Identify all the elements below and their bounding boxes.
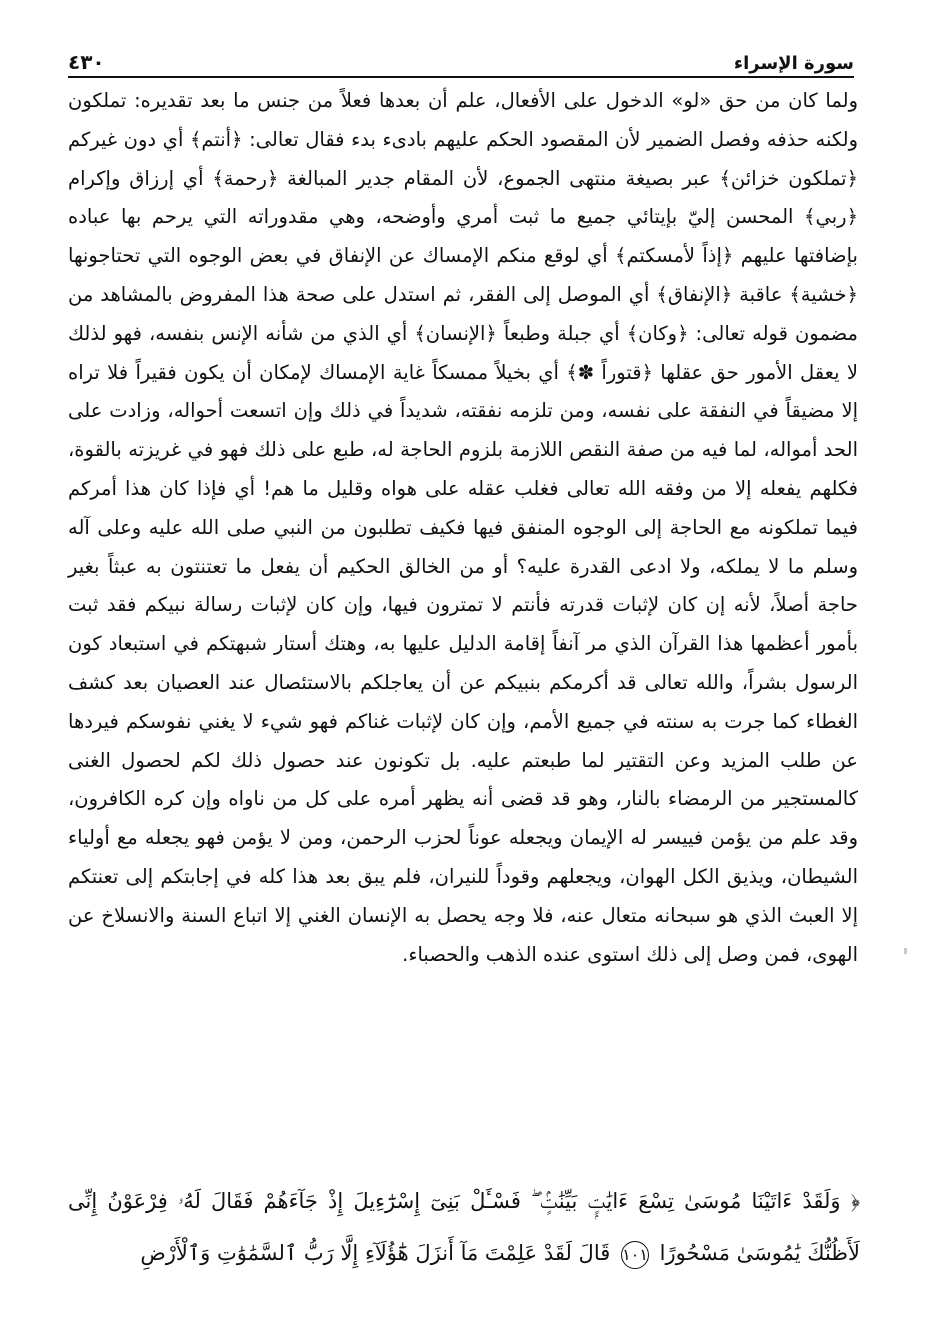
quran-verse-text-2: قَالَ لَقَدْ عَلِمْتَ مَآ أَنزَلَ هَٰٓؤُلَآءِ إِلَّا رَبُّ ٱلسَّمَٰوَٰتِ وَٱلْأَرْضِ: [140, 1241, 611, 1265]
commentary-paragraph: ولما كان من حق «لو» الدخول على الأفعال، علم أن بعدها فعلاً من جنس ما بعد تقديره: تملكون ولكنه حذفه وفصل الضمير لأن المقصود الحكم عليهم بادىء بدء فقال تعالى: ﴿أنتم﴾ أي دون غيركم ﴿تملكون خزائن﴾ عبر بصيغة منتهى الجموع، لأن المقام جدير المبالغة ﴿رحمة﴾ أي إرزاق وإكرام ﴿ربي﴾ المحسن إليّ بإيتائي جميع ما ثبت أمري وأوضحه، وهي مقدوراته التي يرحم بها عباده بإضافتها عليهم ﴿إذاً لأمسكتم﴾ أي لوقع منكم الإمساك عن الإنفاق في بعض الوجوه التي تحتاجونها ﴿خشية﴾ عاقبة ﴿الإنفاق﴾ أي الموصل إلى الفقر، ثم استدل على صحة هذا المفروض بالمشاهد من مضمون قوله تعالى: ﴿وكان﴾ أي جبلة وطبعاً ﴿الإنسان﴾ أي الذي من شأنه الإنس بنفسه، فهو لذلك لا يعقل الأمور حق عقلها ﴿قتوراً ✽﴾ أي بخيلاً ممسكاً غاية الإمساك لإمكان أن يكون فقيراً فلا تراه إلا مضيقاً في النفقة على نفسه، ومن تلزمه نفقته، شديداً في ذلك وإن اتسعت أحواله، وزادت على الحد أمواله، لما فيه من صفة النقص اللازمة بلزوم الحاجة له، طبع على ذلك فهو في غريزته بالقوة، فكلهم يفعله إلا من وفقه الله تعالى فغلب عقله على هواه وقليل ما هم! أي فإذا كان هذا أمركم فيما تملكونه مع الحاجة إلى الوجوه المنفق فيها فكيف تطلبون من النبي صلى الله عليه وعلى آله وسلم ما لا يملكه، ولا ادعى القدرة عليه؟ أو من الخالق الحكيم أن يفعل ما تعتنتون به عبثاً بغير حاجة أصلاً، لأنه إن كان لإثبات قدرته فأنتم لا تمترون فيها، وإن كان لإثبات رسالة نبيكم فقد ثبت بأمور أعظمها هذا القرآن الذي مر آنفاً إقامة الدليل عليها به، وهتك أستار شبهتكم في استبعاد كون الرسول بشراً، والله تعالى قد أكرمكم بنبيكم عن أن يعاجلكم بالاستئصال عند العصيان بعد كشف الغطاء كما جرت به سنته في جميع الأمم، وإن كان لإثبات غناكم فهو شيء لا يغني نفوسكم فيردها عن طلب المزيد وعن التقتير لما طبعتم عليه. بل تكونون عند حصول ذلك لكم لحصول الغنى كالمستجير من الرمضاء بالنار، وهو قد قضى أنه يظهر أمره على كل من ناواه وإن كره الكافرون، وقد علم من يؤمن فييسر له الإيمان ويجعله عوناً لحزب الرحمن، ومن لا يؤمن فهو يجعله مع أولياء الشيطان، ويذيق الكل الهوان، ويجعلهم وقوداً للنيران، فلم يبق بعد هذا كله في إجابتكم إلى تعنتكم إلا العبث الذي هو سبحانه متعال عنه، فلا وجه يحصل به الإنسان الغني إلا اتباع السنة والانسلاخ عن الهوى، فمن وصل إلى ذلك استوى عنده الذهب والحصباء.: [68, 89, 858, 966]
page-number: ٤٣٠: [68, 50, 105, 74]
commentary-text: [68, 82, 858, 974]
scan-speck: [904, 948, 907, 954]
quran-verse-block: [68, 1175, 860, 1279]
page-header: [68, 40, 854, 78]
quran-verse-text-1: ﴿ وَلَقَدْ ءَاتَيْنَا مُوسَىٰ تِسْعَ ءَايَٰتٍۭ بَيِّنَٰتٍۢ ۖ فَسْـَٔلْ بَنِىٓ إِسْرَٰٓءِيلَ إِذْ جَآءَهُمْ فَقَالَ لَهُۥ فِرْعَوْنُ إِنِّى لَأَظُنُّكَ يَٰمُوسَىٰ مَسْحُورًا: [68, 1189, 860, 1265]
quran-verse: [68, 1175, 860, 1279]
sura-title: سورة الإسراء: [733, 53, 854, 74]
ayah-number-marker: ١٠١: [621, 1241, 649, 1269]
